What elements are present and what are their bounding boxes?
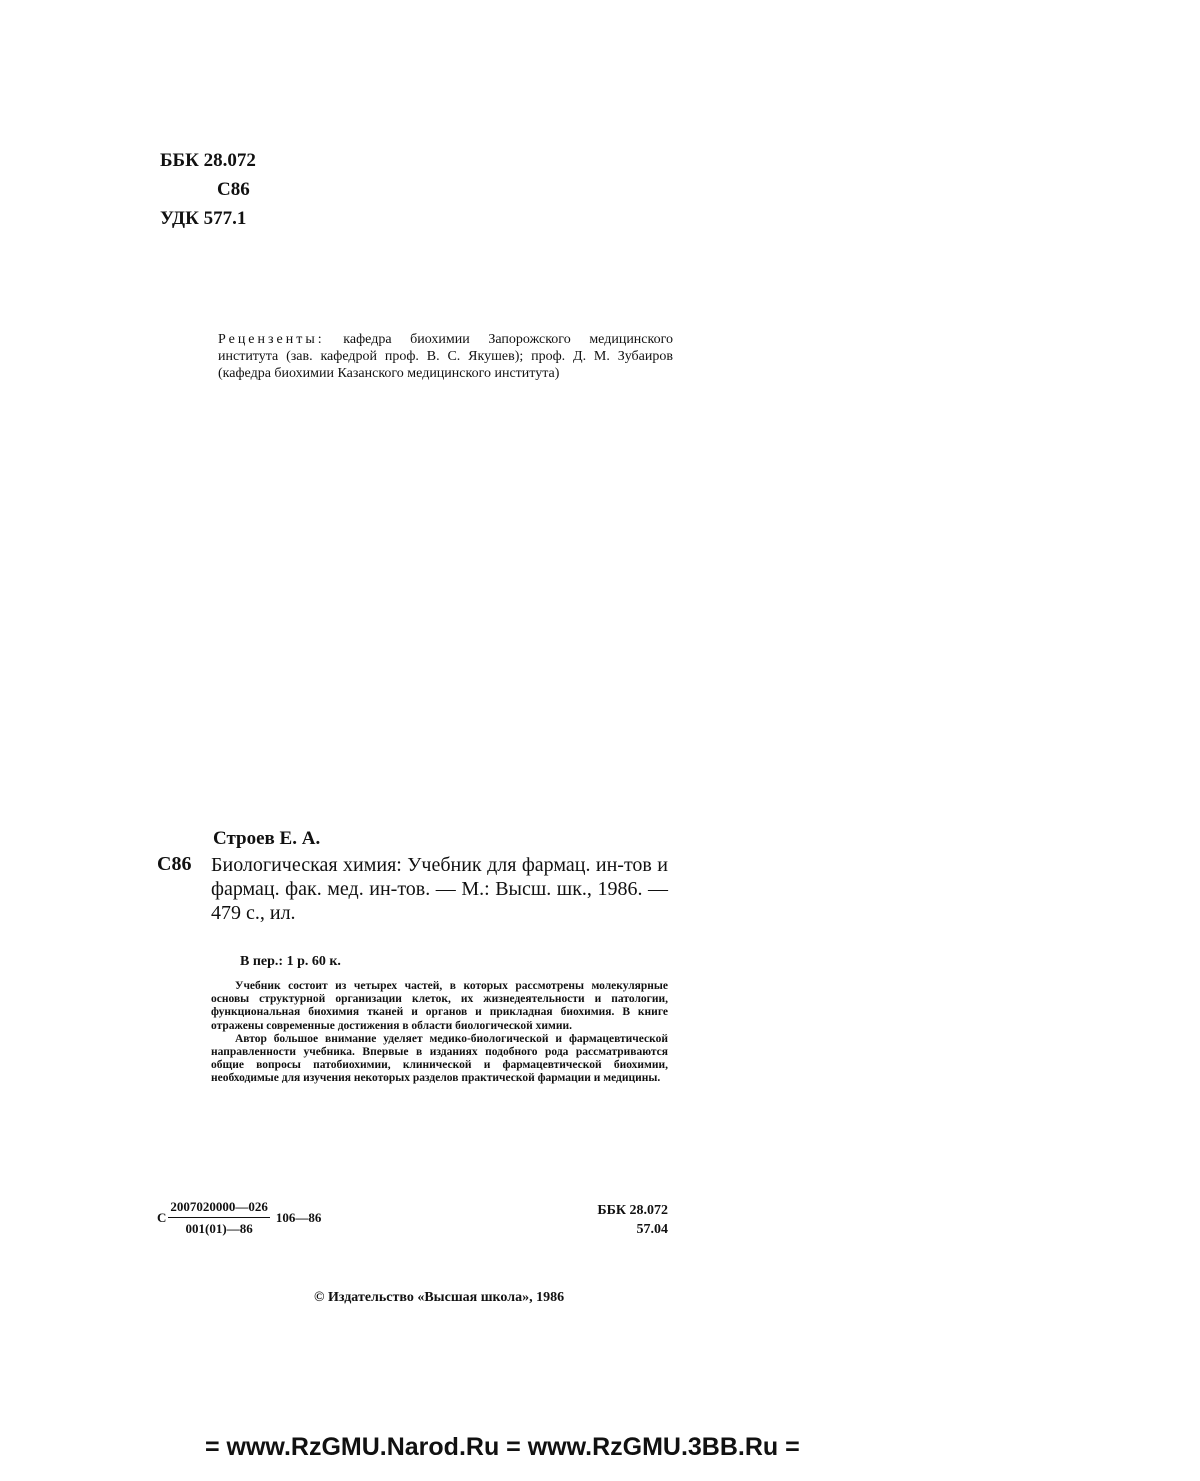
card-price: В пер.: 1 р. 60 к. bbox=[240, 954, 341, 969]
reviewers-text: кафедра биохимии Запорожского медицинского института (зав. кафедрой проф. В. С. Якушев); проф. Д. М. Зубаиров (кафедра биохимии Казанского медицинского института) bbox=[218, 332, 673, 381]
copyright-line: © Издательство «Высшая школа», 1986 bbox=[314, 1290, 565, 1305]
index-prefix: С bbox=[157, 1210, 167, 1225]
reviewers-label: Рецензенты: bbox=[218, 332, 325, 347]
index-denominator: 001(01)—86 bbox=[185, 1221, 253, 1236]
publisher-index bbox=[157, 1199, 321, 1237]
card-code: С86 bbox=[157, 853, 192, 875]
bbk-right bbox=[566, 1201, 668, 1239]
abstract-paragraph: Автор большое внимание уделяет медико-биологической и фармацевтической направленности учебника. Впервые в изданиях подобного рода рассматриваются общие вопросы патобиохимии, клинической и фармацевтической биохимии, необходимые для изучения некоторых разделов практической фармации и медицины. bbox=[211, 1032, 668, 1085]
bbk-code: ББК 28.072 bbox=[160, 150, 256, 171]
footer-watermark: = www.RzGMU.Narod.Ru = www.RzGMU.3BB.Ru = bbox=[205, 1433, 800, 1461]
classification-block bbox=[160, 146, 256, 233]
card-abstract bbox=[211, 980, 668, 1086]
author-mark: С86 bbox=[217, 179, 250, 200]
udk-code: УДК 577.1 bbox=[160, 208, 247, 229]
card-author: Строев Е. А. bbox=[213, 828, 321, 849]
reviewers-note bbox=[218, 331, 673, 382]
card-citation: Биологическая химия: Учебник для фармац. ин-тов и фармац. фак. мед. ин-тов. — М.: Высш. шк., 1986. — 479 с., ил. bbox=[211, 854, 668, 924]
abstract-paragraph: Учебник состоит из четырех частей, в которых рассмотрены молекулярные основы структурной организации клеток, их жизнедеятельности и патологии, функциональная биохимия тканей и органов и прикладная биохимия. В книге отражены современные достижения в области биологической химии. bbox=[211, 980, 668, 1032]
index-fraction bbox=[168, 1199, 270, 1237]
index-suffix: 106—86 bbox=[275, 1210, 322, 1225]
bbk-right-line1: ББК 28.072 bbox=[597, 1203, 668, 1218]
bbk-right-line2: 57.04 bbox=[636, 1222, 668, 1237]
index-numerator: 2007020000—026 bbox=[168, 1199, 270, 1218]
